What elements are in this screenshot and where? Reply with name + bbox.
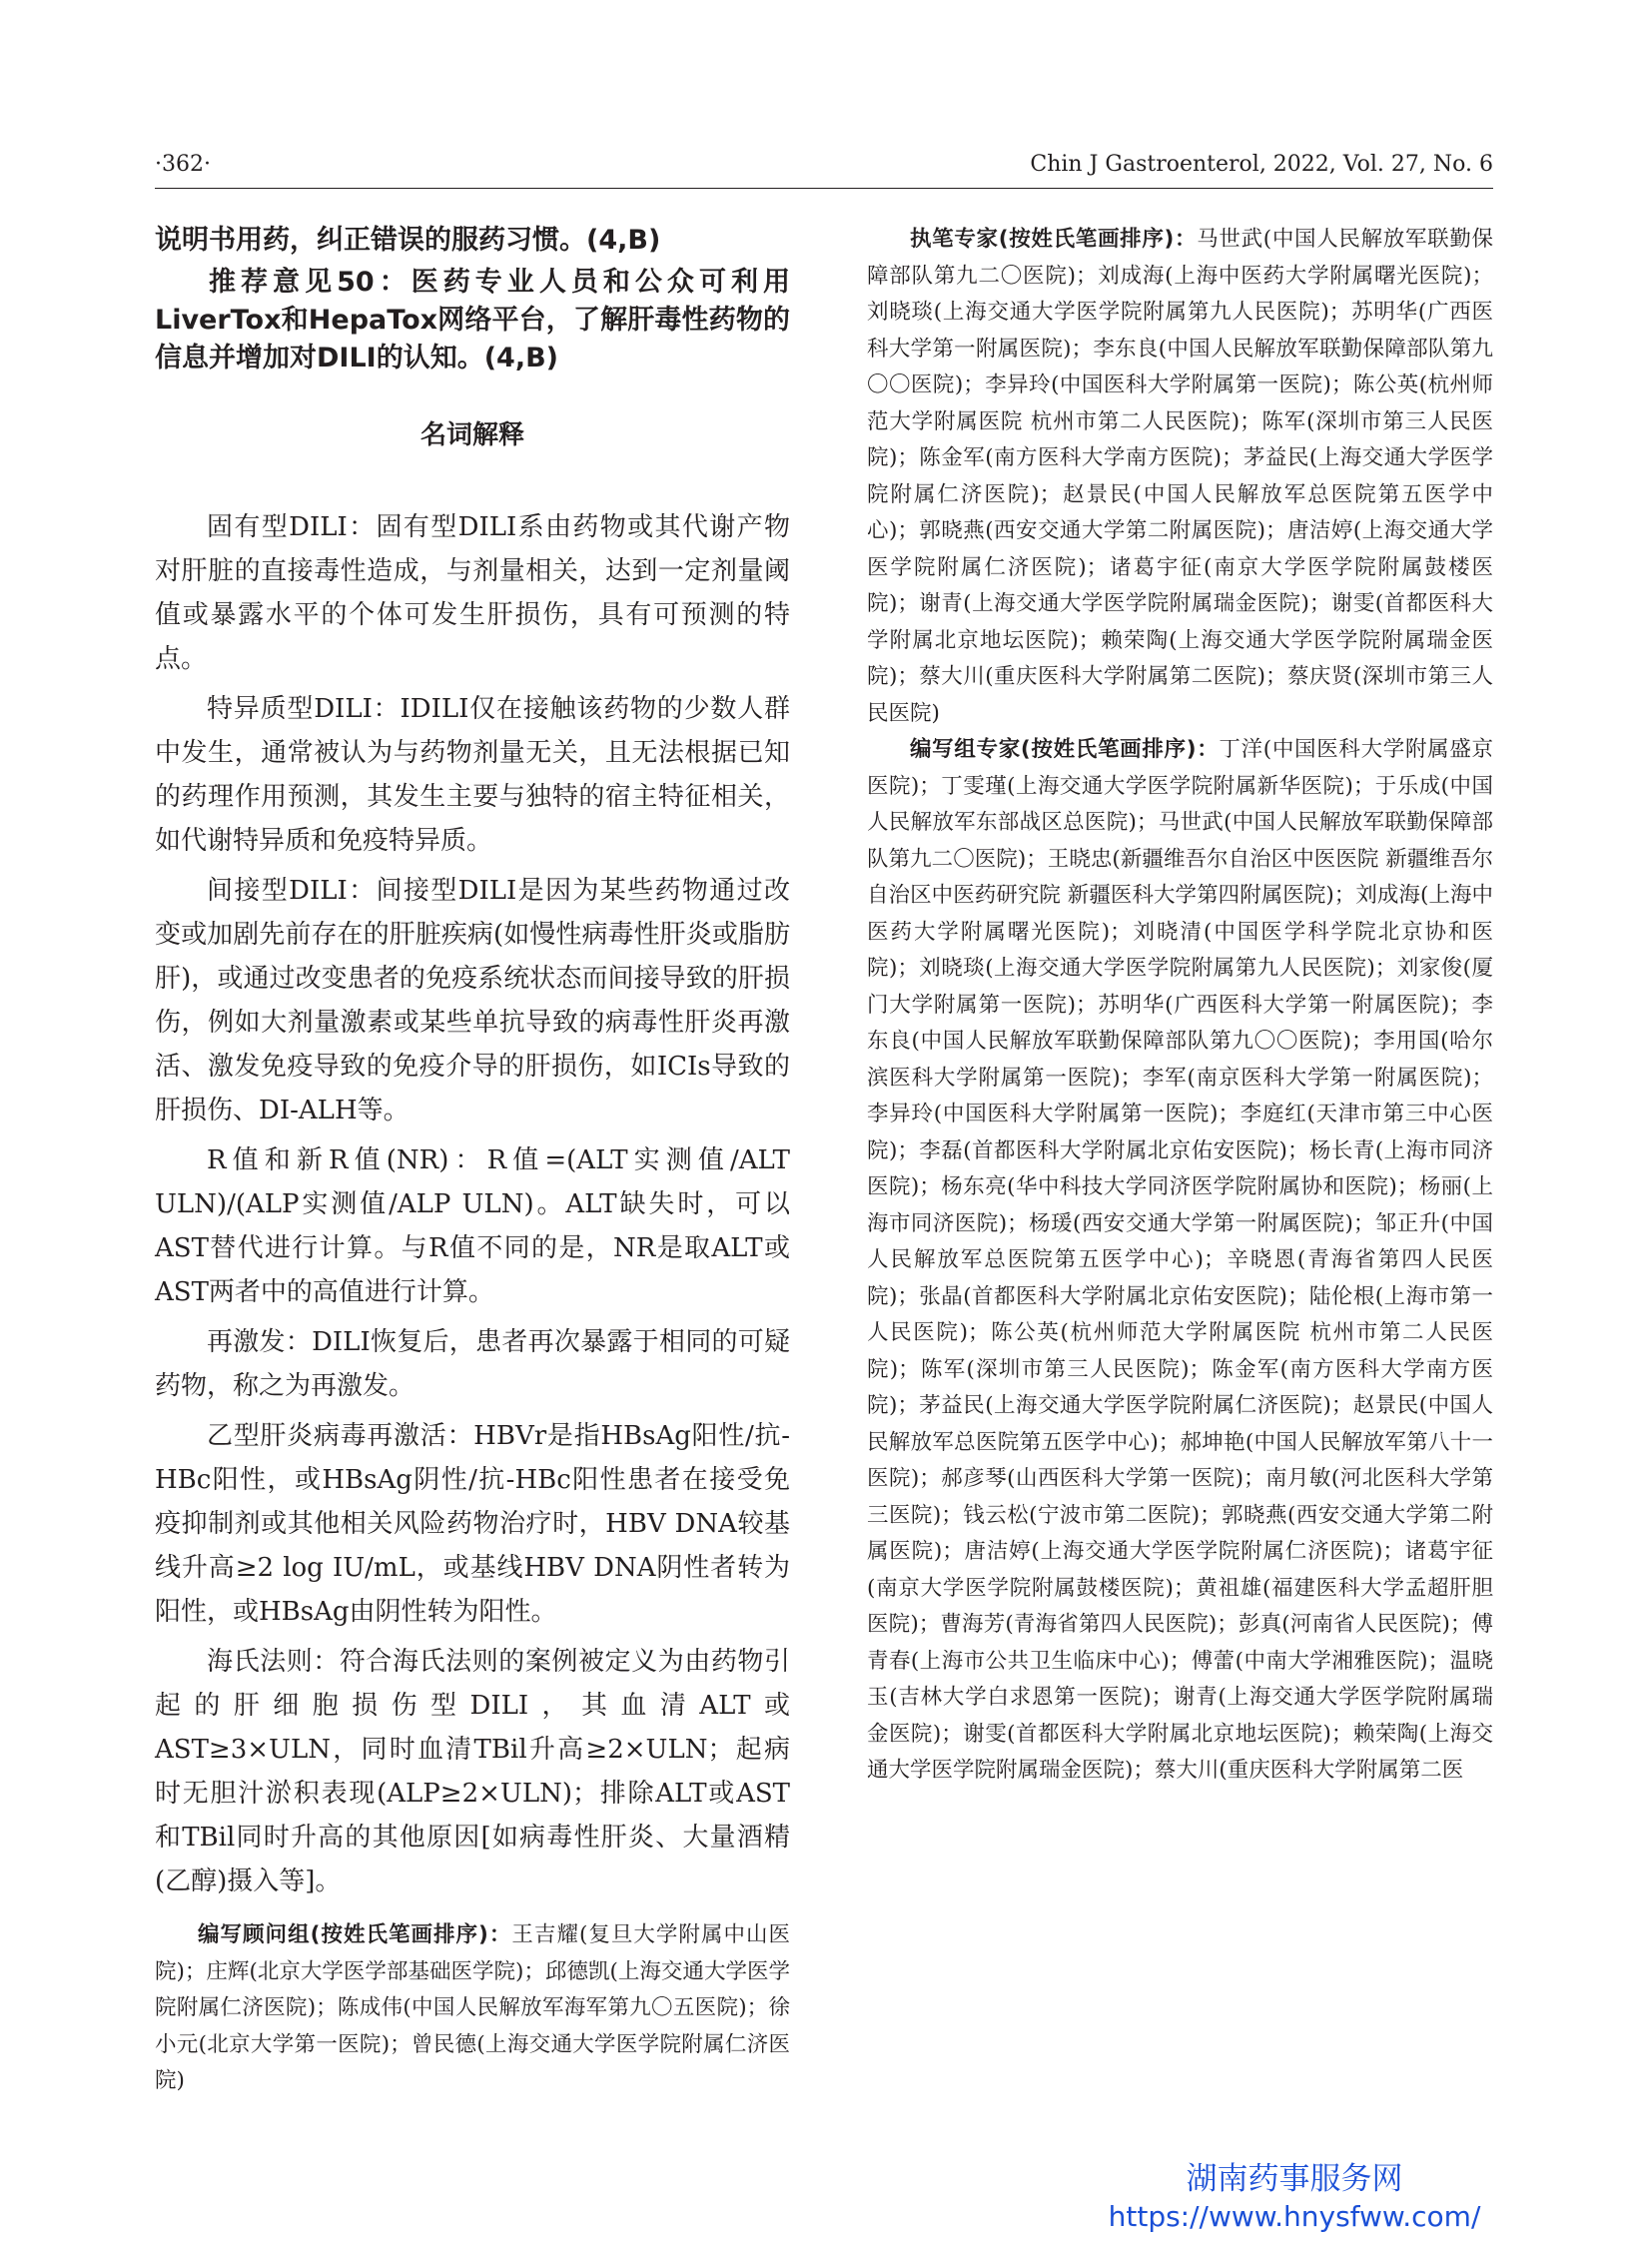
page-number: ·362· [155,152,211,177]
glossary-inherent-dili: 固有型DILI：固有型DILI系由药物或其代谢产物对肝脏的直接毒性造成，与剂量相关，达到一定剂量阈值或暴露水平的个体可发生肝损伤，具有可预测的特点。 [155,512,790,674]
writers-list [867,222,1493,732]
glossary-indirect-dili: 间接型DILI：间接型DILI是因为某些药物通过改变或加剧先前存在的肝脏疾病(如慢性病毒性肝炎或脂肪肝)，或通过改变患者的免疫系统状态而间接导致的肝损伤，例如大剂量激素或某些单抗导致的病毒性肝炎再激活、激发免疫导致的免疫介导的肝损伤，如ICIs导致的肝损伤、DI-ALH等。 [155,876,790,1125]
watermark [1085,2159,1504,2235]
recommendation-50: 推荐意见50：医药专业人员和公众可利用LiverTox和HepaTox网络平台，了解肝毒性药物的信息并增加对DILI的认知。(4,B) [155,267,790,374]
advisors-list [155,1917,790,2100]
writers-text: 马世武(中国人民解放军联勤保障部队第九二〇医院)；刘成海(上海中医药大学附属曙光医院)；刘晓琰(上海交通大学医学院附属第九人民医院)；苏明华(广西医科大学第一附属医院)；李东良(中国人民解放军联勤保障部队第九〇〇医院)；李异玲(中国医科大学附属第一医院)；陈公英(杭州师范大学附属医院 杭州市第二人民医院)；陈军(深圳市第三人民医院)；陈金军(南方医科大学南方医院)；茅益民(上海交通大学医学院附属仁济医院)；赵景民(中国人民解放军总医院第五医学中心)；郭晓燕(西安交通大学第二附属医院)；唐洁婷(上海交通大学医学院附属仁济医院)；诸葛宇征(南京大学医学院附属鼓楼医院)；谢青(上海交通大学医学院附属瑞金医院)；谢雯(首都医科大学附属北京地坛医院)；赖荣陶(上海交通大学医学院附属瑞金医院)；蔡大川(重庆医科大学附属第二医院)；蔡庆贤(深圳市第三人民医院) [867,227,1494,726]
glossary-idiosyncratic-dili: 特异质型DILI：IDILI仅在接触该药物的少数人群中发生，通常被认为与药物剂量无关，且无法根据已知的药理作用预测，其发生主要与独特的宿主特征相关，如代谢特异质和免疫特异质。 [155,694,790,856]
glossary-rechallenge: 再激发：DILI恢复后，患者再次暴露于相同的可疑药物，称之为再激发。 [155,1327,790,1401]
journal-citation: Chin J Gastroenterol, 2022, Vol. 27, No. 6 [1030,152,1493,177]
left-column [155,222,790,2100]
advisors-text: 王吉耀(复旦大学附属中山医院)；庄辉(北京大学医学部基础医学院)；邱德凯(上海交通大学医学院附属仁济医院)；陈成伟(中国人民解放军海军第九〇五医院)；徐小元(北京大学第一医院)；曾民德(上海交通大学医学院附属仁济医院) [155,1922,790,2093]
writing-group-list [867,732,1493,1790]
right-column [867,222,1493,1790]
advisors-label: 编写顾问组(按姓氏笔画排序)： [198,1922,512,1947]
header-divider [155,188,1493,189]
glossary-hbv-reactivation: 乙型肝炎病毒再激活：HBVr是指HBsAg阳性/抗-HBc阳性，或HBsAg阴性/抗-HBc阳性患者在接受免疫抑制剂或其他相关风险药物治疗时，HBV DNA较基线升高≥2 log IU/mL，或基线HBV DNA阴性者转为阳性，或HBsAg由阴性转为阳性。 [155,1421,790,1627]
writing-group-label: 编写组专家(按姓氏笔画排序)： [910,737,1220,762]
watermark-site-name: 湖南药事服务网 [1186,2161,1403,2197]
glossary-r-value: R值和新R值(NR)：R值=(ALT实测值/ALT ULN)/(ALP实测值/ALP ULN)。ALT缺失时，可以AST替代进行计算。与R值不同的是，NR是取ALT或AST两者中的高值进行计算。 [155,1145,790,1307]
page-header [155,152,1493,188]
glossary-title: 名词解释 [419,420,524,450]
writers-label: 执笔专家(按姓氏笔画排序)： [910,227,1198,252]
recommendation-49-tail: 说明书用药，纠正错误的服药习惯。(4,B) [155,225,661,256]
glossary-hys-law: 海氏法则：符合海氏法则的案例被定义为由药物引起的肝细胞损伤型DILI，其血清ALT或AST≥3×ULN，同时血清TBil升高≥2×ULN；起病时无胆汁淤积表现(ALP≥2×ULN)；排除ALT或AST和TBil同时升高的其他原因[如病毒性肝炎、大量酒精(乙醇)摄入等]。 [155,1647,790,1896]
watermark-url: https://www.hnysfww.com/ [1108,2200,1481,2233]
writing-group-text: 丁洋(中国医科大学附属盛京医院)；丁雯瑾(上海交通大学医学院附属新华医院)；于乐成(中国人民解放军东部战区总医院)；马世武(中国人民解放军联勤保障部队第九二〇医院)；王晓忠(新疆维吾尔自治区中医医院 新疆维吾尔自治区中医药研究院 新疆医科大学第四附属医院)；刘成海(上海中医药大学附属曙光医院)；刘晓清(中国医学科学院北京协和医院)；刘晓琰(上海交通大学医学院附属第九人民医院)；刘家俊(厦门大学附属第一医院)；苏明华(广西医科大学第一附属医院)；李东良(中国人民解放军联勤保障部队第九〇〇医院)；李用国(哈尔滨医科大学附属第一医院)；李军(南京医科大学第一附属医院)；李异玲(中国医科大学附属第一医院)；李庭红(天津市第三中心医院)；李磊(首都医科大学附属北京佑安医院)；杨长青(上海市同济医院)；杨东亮(华中科技大学同济医学院附属协和医院)；杨丽(上海市同济医院)；杨瑗(西安交通大学第一附属医院)；邹正升(中国人民解放军总医院第五医学中心)；辛晓恩(青海省第四人民医院)；张晶(首都医科大学附属北京佑安医院)；陆伦根(上海市第一人民医院)；陈公英(杭州师范大学附属医院 杭州市第二人民医院)；陈军(深圳市第三人民医院)；陈金军(南方医科大学南方医院)；茅益民(上海交通大学医学院附属仁济医院)；赵景民(中国人民解放军总医院第五医学中心)；郝坤艳(中国人民解放军第八十一医院)；郝彦琴(山西医科大学第一医院)；南月敏(河北医科大学第三医院)；钱云松(宁波市第二医院)；郭晓燕(西安交通大学第二附属医院)；唐洁婷(上海交通大学医学院附属仁济医院)；诸葛宇征(南京大学医学院附属鼓楼医院)；黄祖雄(福建医科大学孟超肝胆医院)；曹海芳(青海省第四人民医院)；彭真(河南省人民医院)；傅青春(上海市公共卫生临床中心)；傅蕾(中南大学湘雅医院)；温晓玉(吉林大学白求恩第一医院)；谢青(上海交通大学医学院附属瑞金医院)；谢雯(首都医科大学附属北京地坛医院)；赖荣陶(上海交通大学医学院附属瑞金医院)；蔡大川(重庆医科大学附属第二医 [867,737,1493,1783]
